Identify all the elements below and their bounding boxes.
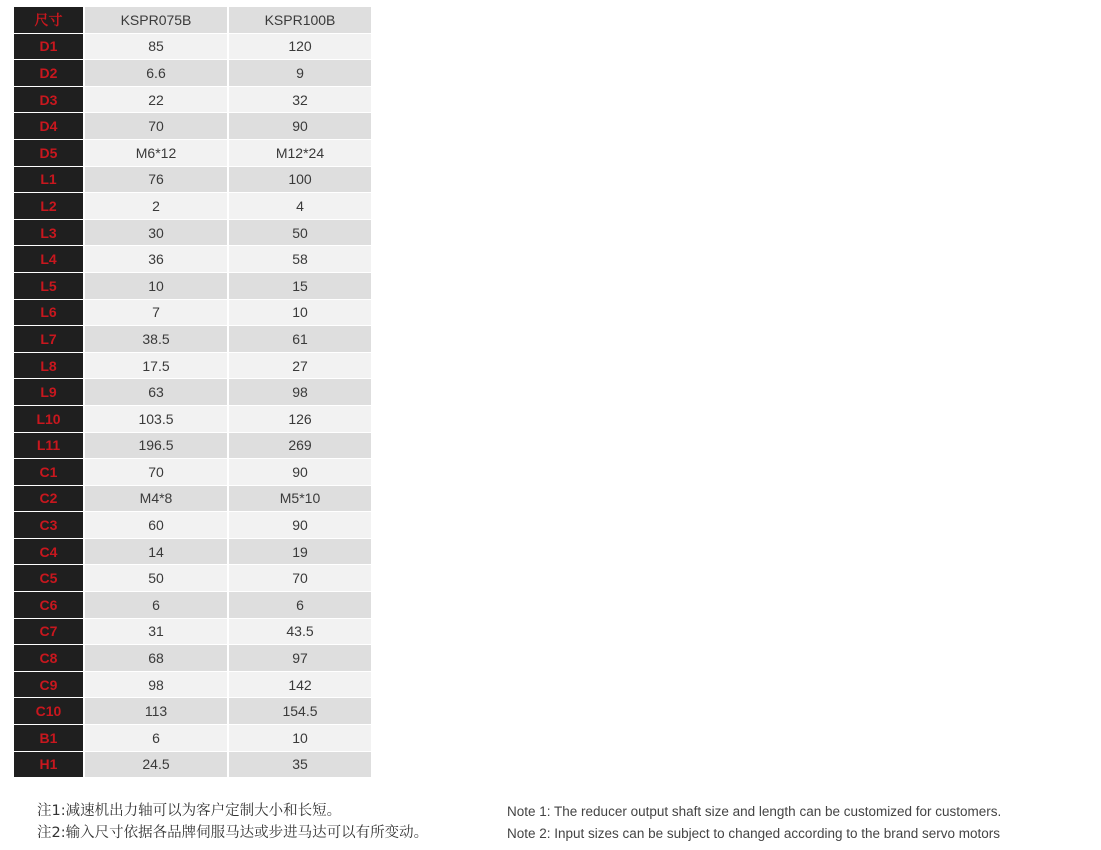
table-row bbox=[14, 379, 372, 406]
value-cell-kspr100b: 15 bbox=[229, 273, 371, 300]
table-row bbox=[14, 246, 372, 273]
value-cell-kspr075b: 6 bbox=[85, 592, 227, 619]
dimension-key-cell: C8 bbox=[14, 645, 83, 672]
value-cell-kspr100b: 90 bbox=[229, 512, 371, 539]
value-cell-kspr075b: 196.5 bbox=[85, 433, 227, 460]
dimension-key-cell: C1 bbox=[14, 459, 83, 486]
dimension-key-cell: L2 bbox=[14, 193, 83, 220]
value-cell-kspr075b: 50 bbox=[85, 565, 227, 592]
table-row bbox=[14, 698, 372, 725]
dimension-key-cell: C4 bbox=[14, 539, 83, 566]
value-cell-kspr075b: M6*12 bbox=[85, 140, 227, 167]
value-cell-kspr075b: 38.5 bbox=[85, 326, 227, 353]
dimension-key-cell: C5 bbox=[14, 565, 83, 592]
value-cell-kspr075b: M4*8 bbox=[85, 486, 227, 513]
value-cell-kspr100b: 6 bbox=[229, 592, 371, 619]
value-cell-kspr075b: 2 bbox=[85, 193, 227, 220]
value-cell-kspr075b: 103.5 bbox=[85, 406, 227, 433]
note-en-2: Note 2: Input sizes can be subject to changed according to the brand servo motors bbox=[507, 825, 1001, 841]
value-cell-kspr075b: 22 bbox=[85, 87, 227, 114]
value-cell-kspr100b: 50 bbox=[229, 220, 371, 247]
value-cell-kspr075b: 24.5 bbox=[85, 752, 227, 779]
table-row bbox=[14, 60, 372, 87]
table-row bbox=[14, 725, 372, 752]
value-cell-kspr100b: 142 bbox=[229, 672, 371, 699]
table-row bbox=[14, 486, 372, 513]
table-row bbox=[14, 220, 372, 247]
dimension-key-cell: C9 bbox=[14, 672, 83, 699]
table-row bbox=[14, 87, 372, 114]
dimension-key-cell: D4 bbox=[14, 113, 83, 140]
dimension-key-cell: L8 bbox=[14, 353, 83, 380]
value-cell-kspr075b: 68 bbox=[85, 645, 227, 672]
value-cell-kspr100b: 70 bbox=[229, 565, 371, 592]
value-cell-kspr075b: 60 bbox=[85, 512, 227, 539]
value-cell-kspr075b: 7 bbox=[85, 300, 227, 327]
value-cell-kspr100b: 27 bbox=[229, 353, 371, 380]
table-body bbox=[14, 34, 372, 779]
dimension-key-cell: C3 bbox=[14, 512, 83, 539]
value-cell-kspr075b: 6.6 bbox=[85, 60, 227, 87]
value-cell-kspr100b: M5*10 bbox=[229, 486, 371, 513]
dimension-key-cell: L7 bbox=[14, 326, 83, 353]
table-row bbox=[14, 167, 372, 194]
header-model-2: KSPR100B bbox=[229, 7, 371, 34]
value-cell-kspr100b: 100 bbox=[229, 167, 371, 194]
value-cell-kspr100b: 154.5 bbox=[229, 698, 371, 725]
dimension-key-cell: D3 bbox=[14, 87, 83, 114]
value-cell-kspr075b: 76 bbox=[85, 167, 227, 194]
value-cell-kspr075b: 6 bbox=[85, 725, 227, 752]
value-cell-kspr075b: 70 bbox=[85, 459, 227, 486]
value-cell-kspr100b: 43.5 bbox=[229, 619, 371, 646]
dimension-key-cell: D2 bbox=[14, 60, 83, 87]
note-cn-1: 注1:减速机出力轴可以为客户定制大小和长短。 bbox=[37, 803, 342, 819]
table-row bbox=[14, 406, 372, 433]
dimension-key-cell: L5 bbox=[14, 273, 83, 300]
value-cell-kspr100b: 98 bbox=[229, 379, 371, 406]
table-row bbox=[14, 34, 372, 61]
dimension-key-cell: C2 bbox=[14, 486, 83, 513]
dimension-key-cell: L10 bbox=[14, 406, 83, 433]
value-cell-kspr100b: 126 bbox=[229, 406, 371, 433]
dimension-key-cell: L11 bbox=[14, 433, 83, 460]
value-cell-kspr100b: 90 bbox=[229, 113, 371, 140]
value-cell-kspr100b: 61 bbox=[229, 326, 371, 353]
value-cell-kspr100b: 120 bbox=[229, 34, 371, 61]
value-cell-kspr100b: 58 bbox=[229, 246, 371, 273]
table-row bbox=[14, 353, 372, 380]
note-en-1: Note 1: The reducer output shaft size and length can be customized for customers. bbox=[507, 804, 1002, 819]
header-model-1: KSPR075B bbox=[85, 7, 227, 34]
value-cell-kspr075b: 98 bbox=[85, 672, 227, 699]
value-cell-kspr100b: 19 bbox=[229, 539, 371, 566]
value-cell-kspr100b: 4 bbox=[229, 193, 371, 220]
dimension-key-cell: D1 bbox=[14, 34, 83, 61]
table-row bbox=[14, 539, 372, 566]
value-cell-kspr100b: 97 bbox=[229, 645, 371, 672]
table-row bbox=[14, 433, 372, 460]
table-row bbox=[14, 645, 372, 672]
table-row bbox=[14, 113, 372, 140]
dimension-key-cell: C7 bbox=[14, 619, 83, 646]
value-cell-kspr100b: 269 bbox=[229, 433, 371, 460]
spec-table bbox=[14, 7, 372, 778]
table-row bbox=[14, 565, 372, 592]
table-row bbox=[14, 273, 372, 300]
dimension-key-cell: L3 bbox=[14, 220, 83, 247]
notes-chinese bbox=[37, 800, 428, 844]
value-cell-kspr075b: 30 bbox=[85, 220, 227, 247]
table-row bbox=[14, 512, 372, 539]
value-cell-kspr100b: 10 bbox=[229, 725, 371, 752]
dimension-key-cell: D5 bbox=[14, 140, 83, 167]
table-row bbox=[14, 752, 372, 779]
value-cell-kspr075b: 85 bbox=[85, 34, 227, 61]
value-cell-kspr075b: 113 bbox=[85, 698, 227, 725]
dimension-key-cell: L1 bbox=[14, 167, 83, 194]
table-header-row bbox=[14, 7, 372, 34]
value-cell-kspr100b: M12*24 bbox=[229, 140, 371, 167]
dimension-key-cell: L6 bbox=[14, 300, 83, 327]
note-cn-2: 注2:输入尺寸依据各品牌伺服马达或步进马达可以有所变动。 bbox=[37, 825, 429, 841]
header-key-cell: 尺寸 bbox=[14, 7, 83, 34]
dimension-key-cell: C6 bbox=[14, 592, 83, 619]
value-cell-kspr100b: 32 bbox=[229, 87, 371, 114]
table-row bbox=[14, 672, 372, 699]
value-cell-kspr075b: 63 bbox=[85, 379, 227, 406]
value-cell-kspr075b: 10 bbox=[85, 273, 227, 300]
table-row bbox=[14, 326, 372, 353]
table-row bbox=[14, 592, 372, 619]
table-row bbox=[14, 459, 372, 486]
value-cell-kspr075b: 70 bbox=[85, 113, 227, 140]
dimension-key-cell: H1 bbox=[14, 752, 83, 779]
table-row bbox=[14, 193, 372, 220]
table-row bbox=[14, 140, 372, 167]
value-cell-kspr075b: 36 bbox=[85, 246, 227, 273]
value-cell-kspr100b: 90 bbox=[229, 459, 371, 486]
value-cell-kspr075b: 17.5 bbox=[85, 353, 227, 380]
value-cell-kspr075b: 31 bbox=[85, 619, 227, 646]
value-cell-kspr100b: 9 bbox=[229, 60, 371, 87]
value-cell-kspr100b: 35 bbox=[229, 752, 371, 779]
value-cell-kspr075b: 14 bbox=[85, 539, 227, 566]
dimension-key-cell: L4 bbox=[14, 246, 83, 273]
dimension-key-cell: B1 bbox=[14, 725, 83, 752]
dimension-key-cell: C10 bbox=[14, 698, 83, 725]
table-row bbox=[14, 300, 372, 327]
table-row bbox=[14, 619, 372, 646]
notes-english bbox=[507, 801, 1001, 844]
dimension-key-cell: L9 bbox=[14, 379, 83, 406]
value-cell-kspr100b: 10 bbox=[229, 300, 371, 327]
